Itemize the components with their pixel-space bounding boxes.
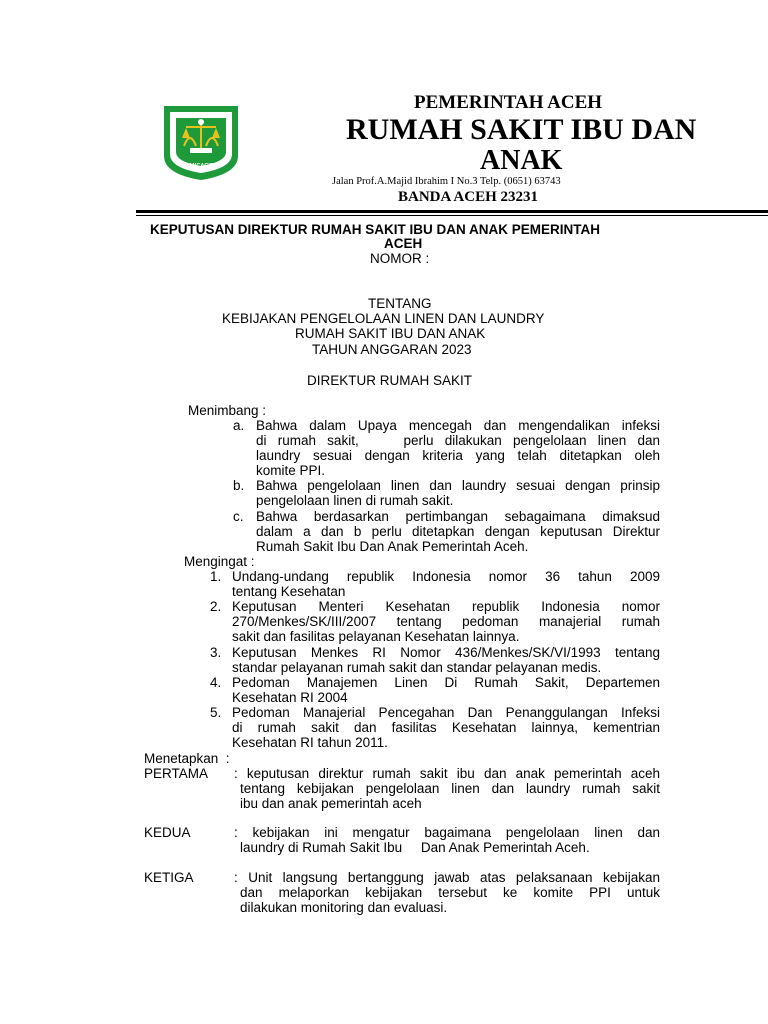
line: ibu dan anak pemerintah aceh	[240, 796, 422, 811]
decree-number: NOMOR :	[370, 251, 430, 266]
decree-title-line2: ACEH	[384, 236, 423, 251]
line: Rumah Sakit Ibu Dan Anak Pemerintah Aceh.	[256, 539, 529, 554]
line: standar pelayanan rumah sakit dan standar pelayanan medis.	[232, 660, 602, 675]
list-marker: 1.	[210, 569, 222, 584]
hospital-name-line2: ANAK	[480, 145, 563, 176]
clause-label: KETIGA	[144, 870, 194, 885]
line: laundry sesuai dengan kriteria yang telah ditetapkan oleh	[256, 448, 660, 463]
subject-line1: KEBIJAKAN PENGELOLAAN LINEN DAN LAUNDRY	[222, 311, 545, 326]
list-marker: a.	[233, 418, 245, 433]
clause-label: PERTAMA	[144, 766, 209, 781]
hospital-city: BANDA ACEH 23231	[398, 189, 539, 205]
line: dalam a dan b perlu ditetapkan dengan keputusan Direktur	[256, 524, 660, 539]
line: tentang Kesehatan	[232, 584, 346, 599]
line: di rumah sakit dan fasilitas Kesehatan lainnya, kementrian	[232, 720, 660, 735]
menimbang-label: Menimbang :	[188, 403, 267, 418]
line: Pedoman Manajemen Linen Di Rumah Sakit, Departemen	[232, 675, 660, 690]
hospital-address: Jalan Prof.A.Majid Ibrahim I No.3 Telp. (0651) 63743	[332, 176, 561, 187]
line: pengelolaan linen di rumah sakit.	[256, 493, 454, 508]
list-item-text	[256, 418, 660, 478]
line: Keputusan Menkes RI Nomor 436/Menkes/SK/VI/1993 tentang	[232, 645, 660, 660]
subject-line3: TAHUN ANGGARAN 2023	[312, 342, 472, 357]
menetapkan-label: Menetapkan :	[144, 751, 230, 766]
clause-text	[234, 870, 660, 915]
list-item-text	[232, 675, 660, 705]
line: dilakukan monitoring dan evaluasi.	[240, 900, 448, 915]
line: sakit dan fasilitas pelayanan Kesehatan lainnya.	[232, 629, 520, 644]
line: Pedoman Manajerial Pencegahan Dan Penanggulangan Infeksi	[232, 705, 660, 720]
list-item-text	[232, 705, 660, 750]
list-marker: 2.	[210, 599, 222, 614]
line: : Unit langsung bertanggung jawab atas pelaksanaan kebijakan	[234, 870, 660, 885]
list-item-text	[256, 509, 660, 554]
list-marker: 5.	[210, 705, 222, 720]
aceh-emblem-logo	[160, 100, 242, 182]
clause-label: KEDUA	[144, 825, 191, 840]
list-item-text	[256, 478, 660, 508]
list-marker: 4.	[210, 675, 222, 690]
clause-text	[234, 766, 660, 811]
line: laundry di Rumah Sakit Ibu Dan Anak Pemerintah Aceh.	[240, 840, 590, 855]
list-item-text	[232, 569, 660, 599]
director-heading: DIREKTUR RUMAH SAKIT	[307, 373, 473, 388]
line: Bahwa pengelolaan linen dan laundry sesuai dengan prinsip	[256, 478, 660, 493]
logo-caption: PANCACITA	[185, 163, 217, 169]
line: Undang-undang republik Indonesia nomor 36 tahun 2009	[232, 569, 660, 584]
header-divider-thick	[136, 210, 768, 213]
line: Bahwa dalam Upaya mencegah dan mengendalikan infeksi	[256, 418, 660, 433]
line: komite PPI.	[256, 463, 326, 478]
line: : kebijakan ini mengatur bagaimana pengelolaan linen dan	[234, 825, 660, 840]
line: Keputusan Menteri Kesehatan republik Indonesia nomor	[232, 599, 660, 614]
list-item-text	[232, 645, 660, 675]
line: tentang kebijakan pengelolaan linen dan laundry rumah sakit	[240, 781, 660, 796]
header-divider-thin	[136, 215, 768, 216]
list-item-text	[232, 599, 660, 644]
line: dan melaporkan kebijakan tersebut ke komite PPI untuk	[240, 885, 660, 900]
government-heading: PEMERINTAH ACEH	[414, 92, 603, 113]
list-marker: c.	[233, 509, 244, 524]
list-marker: b.	[233, 478, 245, 493]
line: : keputusan direktur rumah sakit ibu dan anak pemerintah aceh	[234, 766, 660, 781]
line: Bahwa berdasarkan pertimbangan sebagaimana dimaksud	[256, 509, 660, 524]
clause-text	[234, 825, 660, 855]
line: Kesehatan RI tahun 2011.	[232, 735, 388, 750]
decree-title-line1: KEPUTUSAN DIREKTUR RUMAH SAKIT IBU DAN ANAK PEMERINTAH	[150, 222, 600, 237]
hospital-name-line1: RUMAH SAKIT IBU DAN	[346, 113, 697, 146]
line: Kesehatan RI 2004	[232, 690, 348, 705]
subject-line2: RUMAH SAKIT IBU DAN ANAK	[295, 326, 486, 341]
list-marker: 3.	[210, 645, 222, 660]
tentang-heading: TENTANG	[368, 296, 432, 311]
line: 270/Menkes/SK/III/2007 tentang pedoman manajerial rumah	[232, 614, 660, 629]
line: di rumah sakit, perlu dilakukan pengelolaan linen dan	[256, 433, 660, 448]
mengingat-label: Mengingat :	[184, 554, 255, 569]
